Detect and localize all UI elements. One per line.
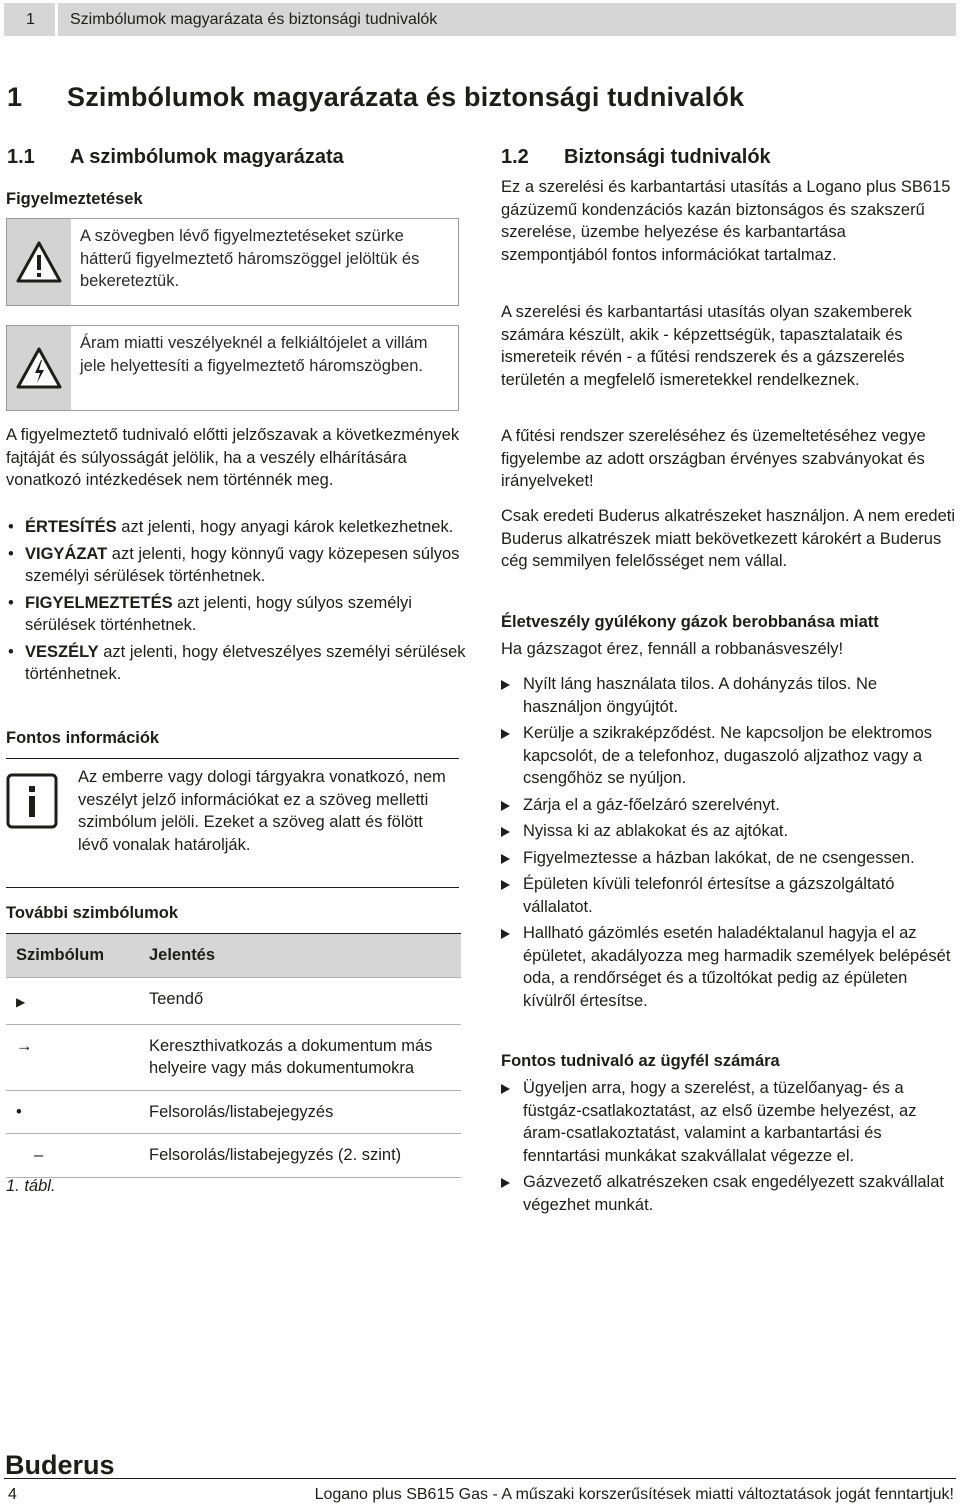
buderus-logo-text: Buderus xyxy=(5,1451,115,1477)
dash-symbol-icon: – xyxy=(6,1134,139,1178)
action-triangle-icon xyxy=(501,1084,510,1094)
signal-word-item xyxy=(6,641,466,686)
table-cell-meaning: Felsorolás/listabejegyzés xyxy=(139,1090,461,1134)
list-item xyxy=(501,873,956,918)
signal-words-intro: A figyelmeztető tudnivaló előtti jelzőszavak a következmények fajtáját és súlyosságát jelölik, ha a veszély elhárítására vonatkozó intézkedések nem történnék meg. xyxy=(6,426,460,489)
signal-word-text: azt jelenti, hogy anyagi károk keletkezhetnek. xyxy=(116,518,454,536)
buderus-logo xyxy=(5,1451,145,1477)
signal-word-text: azt jelenti, hogy súlyos személyi sérülések történhetnek. xyxy=(25,593,412,634)
action-triangle-icon xyxy=(501,1178,510,1188)
list-item xyxy=(501,1077,956,1167)
action-triangle-icon xyxy=(501,929,510,939)
warnings-heading: Figyelmeztetések xyxy=(6,190,143,208)
list-item xyxy=(501,1171,956,1216)
warning-triangle-icon xyxy=(15,240,63,284)
list-item xyxy=(501,820,956,843)
action-triangle-icon xyxy=(501,854,510,864)
table-header-symbol: Szimbólum xyxy=(6,934,139,978)
action-symbol-icon: ▶ xyxy=(6,978,139,1025)
warning-box-general xyxy=(6,218,459,306)
signal-word-item xyxy=(6,543,466,588)
list-item xyxy=(501,922,956,1012)
list-item-text: Ügyeljen arra, hogy a szerelést, a tüzelőanyag- és a füstgáz-csatlakoztatást, az első üzembe helyezést, az áram-csatlakoztatást, valamint a karbantartási és fenntartási munkákat szakvállalat végezze el. xyxy=(523,1079,917,1165)
signal-word-keyword: FIGYELMEZTETÉS xyxy=(25,593,173,612)
signal-word-keyword: VIGYÁZAT xyxy=(25,544,108,563)
list-item xyxy=(501,722,956,790)
table-cell-meaning: Kereszthivatkozás a dokumentum más helyeire vagy más dokumentumokra xyxy=(139,1024,461,1090)
safety-paragraph-3: A fűtési rendszer szereléséhez és üzemeltetéséhez vegye figyelembe az adott országban érvényes szabványokat és irányelveket! xyxy=(501,427,926,490)
signal-word-item xyxy=(6,592,466,637)
page-title xyxy=(7,82,744,113)
table-row xyxy=(6,1134,461,1178)
cross-reference-arrow-icon: → xyxy=(6,1024,139,1090)
table-cell-meaning: Felsorolás/listabejegyzés (2. szint) xyxy=(139,1134,461,1178)
table-caption: 1. tábl. xyxy=(6,1177,56,1195)
danger-heading: Életveszély gyúlékony gázok berobbanása miatt xyxy=(501,613,879,631)
bullet-symbol-icon: • xyxy=(6,1090,139,1134)
list-item-text: Zárja el a gáz-főelzáró szerelvényt. xyxy=(523,795,780,814)
list-item-text: Gázvezető alkatrészeken csak engedélyezett szakvállalat végezhet munkát. xyxy=(523,1173,944,1214)
list-item-text: Figyelmeztesse a házban lakókat, de ne csengessen. xyxy=(523,848,915,867)
action-triangle-icon xyxy=(501,680,510,690)
table-header-meaning: Jelentés xyxy=(139,934,461,978)
info-text: Az emberre vagy dologi tárgyakra vonatkozó, nem veszélyt jelző információkat ez a szöveg melletti szimbólum jelöli. Ezeket a szöveg alatt és fölött lévő vonalak határolják. xyxy=(78,768,446,854)
section-1-1-number: 1.1 xyxy=(7,146,35,168)
info-icon xyxy=(6,773,58,829)
chapter-header-title: Szimbólumok magyarázata és biztonsági tudnivalók xyxy=(70,11,438,28)
action-triangle-icon xyxy=(501,827,510,837)
signal-word-keyword: ÉRTESÍTÉS xyxy=(25,518,117,536)
signal-word-keyword: VESZÉLY xyxy=(25,642,99,661)
warning-box-general-text: A szövegben lévő figyelmeztetéseket szürke hátterű figyelmeztető háromszöggel jelöltük és bekereteztük. xyxy=(80,227,420,290)
list-item xyxy=(501,673,956,718)
table-row xyxy=(6,978,461,1025)
section-1-1-heading xyxy=(7,146,344,169)
customer-heading: Fontos tudnivaló az ügyfél számára xyxy=(501,1052,780,1070)
danger-actions-list xyxy=(501,673,956,1016)
chapter-number: 1 xyxy=(4,3,58,36)
danger-intro: Ha gázszagot érez, fennáll a robbanásveszély! xyxy=(501,640,844,658)
electric-warning-triangle-icon xyxy=(15,346,63,390)
more-symbols-heading: További szimbólumok xyxy=(6,904,179,922)
footer-divider xyxy=(4,1478,956,1479)
section-1-2-heading xyxy=(501,146,771,169)
signal-word-item xyxy=(6,516,466,539)
table-cell-meaning: Teendő xyxy=(139,978,461,1025)
page-title-text: Szimbólumok magyarázata és biztonsági tudnivalók xyxy=(67,82,745,112)
signal-word-text: azt jelenti, hogy könnyű vagy közepesen súlyos személyi sérülések történhetnek. xyxy=(25,544,460,585)
safety-paragraph-2: A szerelési és karbantartási utasítás olyan szakemberek számára készült, akik - képzettségük, tapasztalataik és ismereteik révén - a fűtési rendszerek és a gázszerelés területén a megfelelő ismeretekkel rendelkeznek. xyxy=(501,303,912,389)
action-triangle-icon xyxy=(501,801,510,811)
action-triangle-icon xyxy=(501,729,510,739)
table-header-row xyxy=(6,934,461,978)
table-row xyxy=(6,1090,461,1134)
list-item-text: Kerülje a szikraképződést. Ne kapcsoljon be elektromos kapcsolót, de a telefonhoz, dugaszoló aljzathoz vagy a csengőhöz se nyúljon. xyxy=(523,724,933,787)
safety-paragraph-1: Ez a szerelési és karbantartási utasítás a Logano plus SB615 gázüzemű kondenzációs kazán biztonságos és szakszerű szerelése, üzembe helyezése és karbantartása szempontjából fontos információkat tartalmaz. xyxy=(501,178,951,264)
signal-words-list xyxy=(6,516,466,690)
signal-word-text: azt jelenti, hogy életveszélyes személyi sérülések történhetnek. xyxy=(25,642,466,683)
list-item-text: Nyissa ki az ablakokat és az ajtókat. xyxy=(523,822,789,840)
list-item xyxy=(501,794,956,817)
warning-box-electric xyxy=(6,325,459,411)
chapter-header-bar xyxy=(4,3,956,36)
list-item-text: Nyílt láng használata tilos. A dohányzás tilos. Ne használjon öngyújtót. xyxy=(523,675,878,716)
table-row xyxy=(6,1024,461,1090)
info-heading: Fontos információk xyxy=(6,729,160,747)
electric-icon-cell xyxy=(7,326,71,410)
section-1-2-number: 1.2 xyxy=(501,146,529,168)
info-box xyxy=(6,758,459,888)
safety-paragraph-4: Csak eredeti Buderus alkatrészeket használjon. A nem eredeti Buderus alkatrészek miatt bekövetkezett károkért a Buderus cég semmilyen felelősséget nem vállal. xyxy=(501,507,956,570)
action-triangle-icon xyxy=(501,880,510,890)
section-1-1-title: A szimbólumok magyarázata xyxy=(70,146,344,168)
section-1-2-title: Biztonsági tudnivalók xyxy=(564,146,771,168)
footer-text: Logano plus SB615 Gas - A műszaki korszerűsítések miatti változtatások jogát fenntartjuk! xyxy=(314,1486,954,1503)
page-number: 4 xyxy=(8,1486,17,1503)
warning-box-electric-text: Áram miatti veszélyeknél a felkiáltójelet a villám jele helyettesíti a figyelmeztető háromszögben. xyxy=(80,334,428,375)
list-item xyxy=(501,847,956,870)
customer-actions-list xyxy=(501,1077,956,1220)
symbols-table xyxy=(6,933,461,1178)
list-item-text: Épületen kívüli telefonról értesítse a gázszolgáltató vállalatot. xyxy=(523,875,895,916)
list-item-text: Hallható gázömlés esetén haladéktalanul hagyja el az épületet, akadályozza meg harmadik személyek belépését oda, a rendőrséget és a tűzoltókat pedig az épületen kívülről értesítse. xyxy=(523,924,951,1010)
warning-icon-cell xyxy=(7,219,71,305)
page-title-number: 1 xyxy=(7,82,23,112)
